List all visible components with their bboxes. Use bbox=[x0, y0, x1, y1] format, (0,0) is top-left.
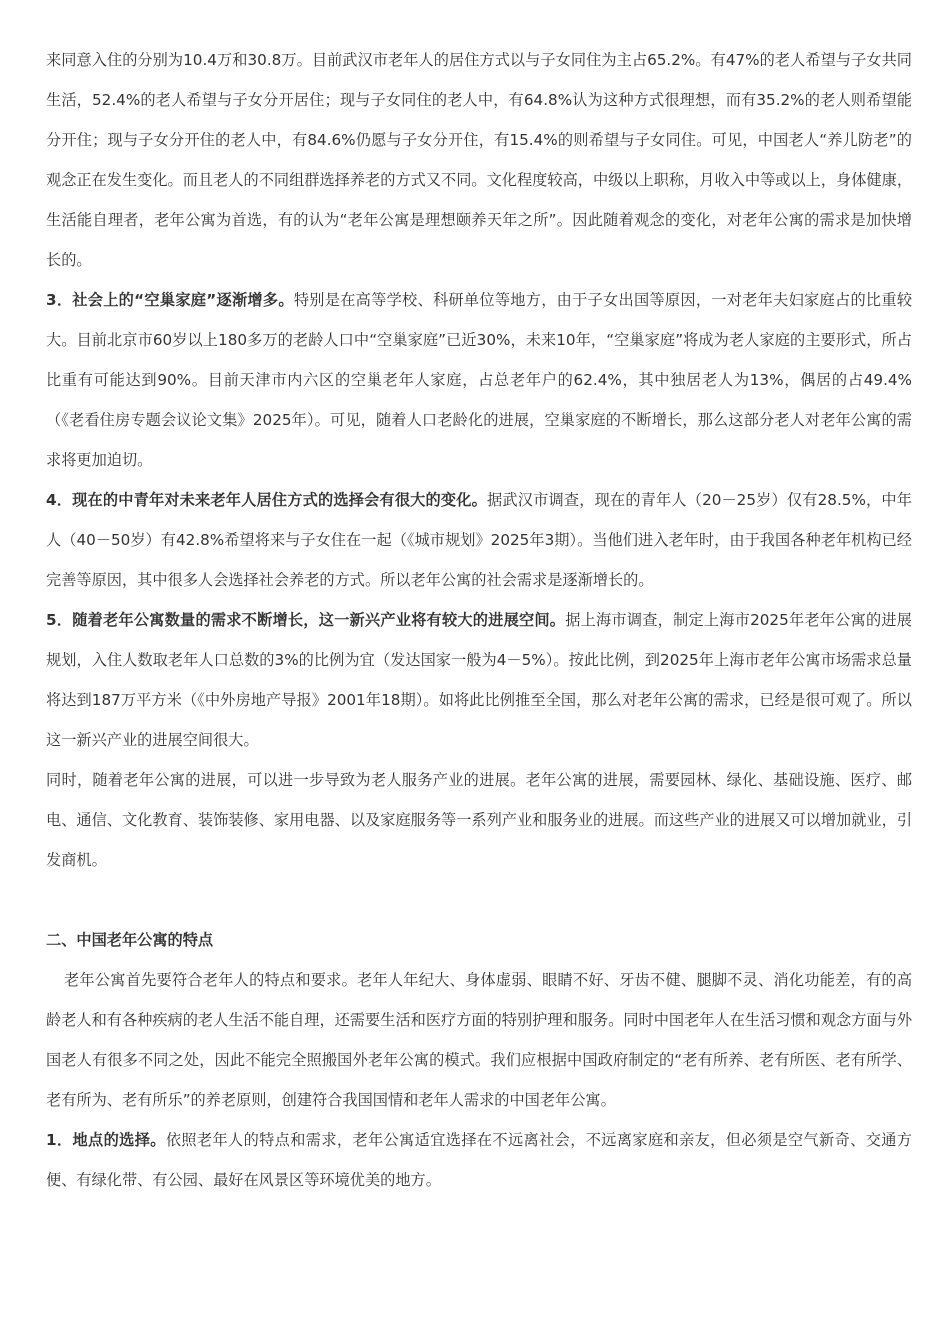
point-body-1: 依照老年人的特点和需求，老年公寓适宜选择在不远离社会，不远离家庭和亲友，但必须是空气新奇、交通方便、有绿化带、有公园、最好在风景区等环境优美的地方。 bbox=[46, 1131, 912, 1189]
document-page bbox=[46, 40, 912, 1200]
paragraph-characteristics-intro: 老年公寓首先要符合老年人的特点和要求。老年人年纪大、身体虚弱、眼睛不好、牙齿不健、腿脚不灵、消化功能差，有的高龄老人和有各种疾病的老人生活不能自理，还需要生活和医疗方面的特别护理和服务。同时中国老年人在生活习惯和观念方面与外国老人有很多不同之处，因此不能完全照搬国外老年公寓的模式。我们应根据中国政府制定的“老有所养、老有所医、老有所学、老有所为、老有所乐”的养老原则，创建符合我国国情和老年人需求的中国老年公寓。 bbox=[46, 971, 912, 1109]
point-heading-1: 1．地点的选择。 bbox=[46, 1131, 166, 1149]
blank-line bbox=[46, 880, 912, 920]
point-body-3: 特别是在高等学校、科研单位等地方，由于子女出国等原因，一对老年夫妇家庭占的比重较大。目前北京市60岁以上180多万的老龄人口中“空巢家庭”已近30%，未来10年，“空巢家庭”将成为老人家庭的主要形式，所占比重有可能达到90%。目前天津市内六区的空巢老年人家庭，占总老年户的62.4%，其中独居老人为13%，偶居的占49.4%（《老看住房专题会议论文集》2025年）。可见，随着人口老龄化的进展，空巢家庭的不断增长，那么这部分老人对老年公寓的需求将更加迫切。 bbox=[46, 291, 913, 469]
paragraph-service-industry: 同时，随着老年公寓的进展，可以进一步导致为老人服务产业的进展。老年公寓的进展，需要园林、绿化、基础设施、医疗、邮电、通信、文化教育、装饰装修、家用电器、以及家庭服务等一系列产业和服务业的进展。而这些产业的进展又可以增加就业，引发商机。 bbox=[46, 771, 912, 869]
point-body-5: 据上海市调查，制定上海市2025年老年公寓的进展规划，入住人数取老年人口总数的3%的比例为宜（发达国家一般为4－5%）。按此比例，到2025年上海市老年公寓市场需求总量将达到187万平方米（《中外房地产导报》2001年18期）。如将此比例推至全国，那么对老年公寓的需求，已经是很可观了。所以这一新兴产业的进展空间很大。 bbox=[46, 611, 912, 749]
point-heading-3: 3．社会上的“空巢家庭”逐渐增多。 bbox=[46, 291, 294, 309]
point-heading-5: 5．随着老年公寓数量的需求不断增长，这一新兴产业将有较大的进展空间。 bbox=[46, 611, 566, 629]
point-heading-4: 4．现在的中青年对未来老年人居住方式的选择会有很大的变化。 bbox=[46, 491, 488, 509]
section-heading: 二、中国老年公寓的特点 bbox=[46, 931, 214, 949]
paragraph-location-choice bbox=[46, 1120, 912, 1200]
paragraph-living-preference: 来同意入住的分别为10.4万和30.8万。目前武汉市老年人的居住方式以与子女同住为主占65.2%。有47%的老人希望与子女共同生活，52.4%的老人希望与子女分开居住；现与子女同住的老人中，有64.8%认为这种方式很理想，而有35.2%的老人则希望能分开住；现与子女分开住的老人中，有84.6%仍愿与子女分开住，有15.4%的则希望与子女同住。可见，中国老人“养儿防老”的观念正在发生变化。而且老人的不同组群选择养老的方式又不同。文化程度较高，中级以上职称，月收入中等或以上，身体健康，生活能自理者，老年公寓为首选，有的认为“老年公寓是理想颐养天年之所”。因此随着观念的变化，对老年公寓的需求是加快增长的。 bbox=[46, 51, 912, 269]
paragraph-empty-nest bbox=[46, 280, 912, 480]
point-body-4: 据武汉市调查，现在的青年人（20－25岁）仅有28.5%，中年人（40－50岁）有42.8%希望将来与子女住在一起（《城市规划》2025年3期）。当他们进入老年时，由于我国各种老年机构已经完善等原因，其中很多人会选择社会养老的方式。所以老年公寓的社会需求是逐渐增长的。 bbox=[46, 491, 912, 589]
paragraph-industry-space bbox=[46, 600, 912, 760]
paragraph-future-choice bbox=[46, 480, 912, 600]
